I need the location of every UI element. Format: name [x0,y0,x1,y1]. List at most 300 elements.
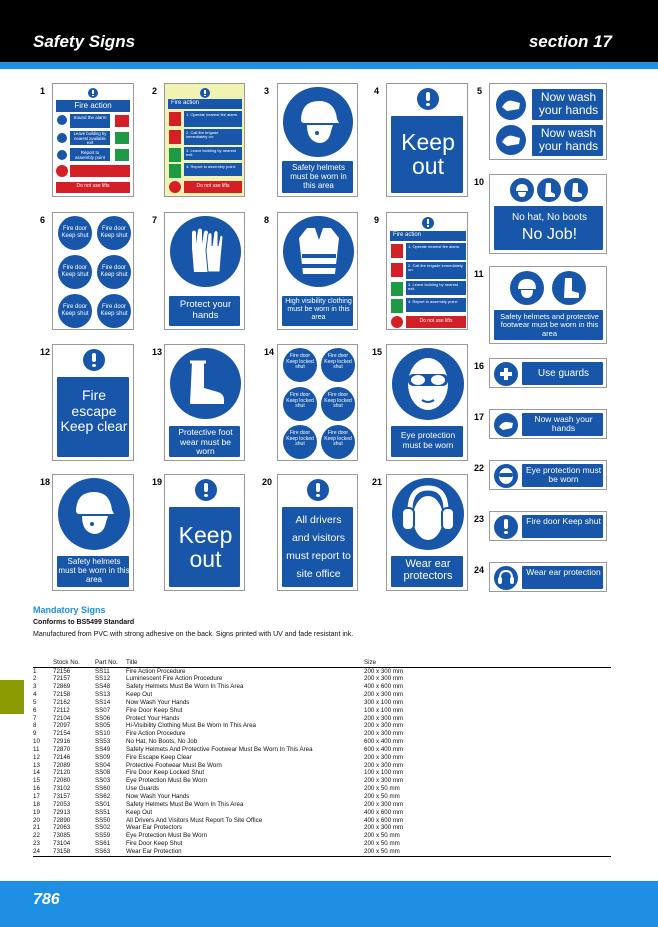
sign-number: 7 [152,215,158,225]
sign-number: 4 [374,86,380,96]
sign-wear-ear-protection-strip [489,562,607,592]
part-number: SS08 [95,769,111,777]
section-side-tab [0,680,24,714]
phone-icon [169,130,181,144]
item-number: 2 [33,675,37,683]
item-size: 200 x 300 mm [364,753,404,761]
part-number: SS51 [95,808,111,816]
page-number: 786 [33,891,60,908]
exclamation-icon [494,515,518,539]
item-size: 200 x 300 mm [364,714,404,722]
item-title: Fire Action Procedure [126,730,186,738]
fire-door-disc: Fire door Keep shut [97,216,131,250]
fire-door-disc: Fire door Keep locked shut [283,387,317,421]
item-title: Keep Out [126,691,153,699]
table-row [33,793,611,801]
item-number: 15 [33,777,40,785]
assembly-icon [391,299,403,313]
sign-fire-door-keep-locked-sheet [277,344,358,461]
hand-wash-icon [496,125,526,155]
item-size: 400 x 600 mm [364,816,404,824]
sign-text-panel [168,425,241,458]
item-size: 600 x 400 mm [364,745,404,753]
boots-icon [170,348,241,419]
item-title: Safety Helmets Must Be Worn In This Area [126,800,244,808]
fire-alarm-icon [115,115,129,127]
sign-wear-ear-protectors [386,474,468,591]
page-title: Safety Signs [33,32,136,51]
stock-number: 72120 [53,769,71,777]
no-lifts-icon [56,165,68,177]
part-number: SS14 [95,698,111,706]
column-header: Stock No. [53,647,95,667]
item-number: 7 [33,714,37,722]
sign-safety-helmets-2 [52,474,134,591]
table-row [33,667,611,675]
stock-number: 72146 [53,753,71,761]
sign-text-panel [531,88,604,121]
sign-caption: Eye protection must be worn [400,430,456,450]
sign-number: 24 [474,565,485,575]
fire-action-step: 1. Operate nearest fire alarm. [406,243,466,260]
sign-number: 12 [40,347,51,357]
sign-protective-footwear [164,344,245,461]
item-size: 400 x 600 mm [364,808,404,816]
item-number: 16 [33,785,40,793]
guard-icon [494,362,518,386]
part-number: SS49 [95,745,111,753]
item-number: 1 [33,667,37,675]
stock-number: 73085 [53,832,71,840]
table-row [33,675,611,683]
sign-caption: Fire escape Keep clear [60,387,128,435]
sign-number: 14 [264,347,275,357]
fire-door-disc: Fire door Keep locked shut [321,387,355,421]
part-number: SS60 [95,785,111,793]
table-row [33,809,611,817]
stock-number: 72097 [53,722,71,730]
sign-number: 20 [262,477,273,487]
sign-number: 3 [264,86,270,96]
stock-number: 72104 [53,714,71,722]
item-title: Safety Helmets And Protective Footwear Must Be Worn In This Area [126,745,313,753]
sign-text-panel [531,124,604,157]
part-number: SS53 [95,738,111,746]
sign-caption: All drivers and visitors must report to site office [286,514,351,580]
alarm-icon [57,115,67,125]
sign-keep-out [386,83,468,197]
sign-use-guards [489,358,607,388]
item-number: 3 [33,683,37,691]
item-size: 200 x 300 mm [364,730,404,738]
stock-number: 73158 [53,848,95,856]
section-label: section 17 [528,32,612,51]
sign-text-panel [390,425,464,458]
sign-fire-door-keep-shut-sheet [52,212,134,330]
fire-door-disc: Fire door Keep shut [58,216,92,250]
stock-number: 72063 [53,824,71,832]
part-number: SS10 [95,730,111,738]
sign-caption: Fire door Keep shut [526,516,601,526]
item-title: Safety Helmets Must Be Worn In This Area [126,683,244,691]
sign-caption: Keep out [401,129,455,180]
item-number: 11 [33,745,40,753]
sign-number: 23 [474,514,485,524]
part-number: SS48 [95,683,111,691]
sign-number: 18 [40,477,51,487]
part-number: SS09 [95,753,111,761]
item-number: 21 [33,824,40,832]
table-row [33,707,611,715]
fire-door-disc: Fire door Keep locked shut [283,425,317,459]
exclamation-icon [422,217,434,229]
table-row [33,832,611,840]
sign-text-panel [521,361,604,386]
item-size: 200 x 300 mm [364,675,404,683]
sign-caption: Now wash your hands [538,90,599,118]
sign-luminescent-fire-action [164,83,245,197]
product-table [33,647,611,857]
table-row [33,801,611,809]
sign-caption: Safety helmets and protective footwear must be worn in this area [500,312,599,338]
sign-text-panel [281,506,354,588]
item-number: 22 [33,832,40,840]
item-title: Hi-Visibility Clothing Must Be Worn In This Area [126,722,256,730]
item-title: Protect Your Hands [126,714,180,722]
exclamation-icon [195,479,217,501]
fire-action-step: Leave building by nearest available exit [70,131,110,145]
product-description: Manufactured from PVC with strong adhesive on the back. Signs printed with UV and fade resistant ink. [33,631,354,638]
item-size: 200 x 300 mm [364,667,404,675]
item-size: 200 x 50 mm [364,832,400,840]
stock-number: 73102 [53,785,71,793]
hand-wash-icon [496,90,526,120]
sign-caption: Now wash your hands [538,126,599,154]
boot-icon [552,271,586,305]
boot-icon [537,178,561,202]
table-row [33,840,611,848]
sign-caption: Protective foot wear must be worn [178,427,233,457]
stock-number: 73157 [53,793,71,800]
table-row [33,746,611,754]
stock-number: 72870 [53,745,71,753]
item-title: Protective Footwear Must Be Worn [126,761,222,769]
section-heading: Mandatory Signs [33,605,106,615]
assembly-icon [169,164,181,178]
sign-number: 16 [474,361,485,371]
page-footer [0,881,658,927]
column-header [33,647,53,667]
standard-note: Conforms to BS5499 Standard [33,619,135,626]
item-title: Fire Action Procedure [126,667,186,675]
sign-fire-action [52,83,134,197]
exclamation-icon [83,349,105,371]
fire-door-disc: Fire door Keep shut [58,294,92,328]
sign-number: 13 [152,347,163,357]
ear-protectors-icon [494,566,518,590]
fire-action-step: 3. Leave building by nearest exit. [406,281,466,295]
sign-now-wash-hands-strip [489,409,607,439]
sign-keep-out-2 [164,474,245,591]
sign-number: 6 [40,215,46,225]
part-number: SS05 [95,722,111,730]
item-title: Fire Door Keep Shut [126,706,183,714]
exclamation-icon [88,88,98,98]
helmet-icon [283,87,353,157]
item-number: 13 [33,761,40,769]
phone-icon [391,263,403,277]
alarm-icon [169,112,181,126]
sign-caption-large: No Job! [521,226,578,243]
fire-action-step: 2. Call fire brigade immediately on: [184,129,242,145]
sign-caption: High visibility clothing must be worn in this area [285,298,352,321]
stock-number: 72157 [53,675,71,683]
table-row [33,683,611,691]
do-not-use-lifts-box [70,165,130,177]
column-header: Part No. [95,647,126,667]
goggles-icon [494,464,518,488]
helmet-icon [510,178,534,202]
exit-icon [57,133,67,143]
sign-text-panel [281,160,354,194]
do-not-use-lifts-bar: Do not use lifts [184,181,242,193]
item-number: 24 [33,848,53,856]
do-not-use-lifts-bar: Do not use lifts [56,182,130,193]
page-header [0,0,658,62]
assembly-point-icon [115,149,129,161]
fire-action-step: Sound the alarm [70,114,110,128]
item-size: 200 x 300 mm [364,691,404,699]
table-row [33,848,611,856]
fire-action-header [56,100,130,112]
sign-text-panel [56,555,130,588]
item-title: Use Guards [126,785,160,793]
item-title: Fire Door Keep Shut [126,840,183,848]
sign-drivers-visitors [277,474,358,591]
assembly-icon [57,150,67,160]
fire-action-title: Fire action [74,101,112,110]
stock-number: 72916 [53,738,71,746]
item-number: 6 [33,706,37,714]
fire-action-step: 1. Operate nearest fire alarm. [184,111,242,127]
item-size: 200 x 300 mm [364,824,404,832]
table-row [33,817,611,825]
item-title: Wear Ear Protectors [126,824,182,832]
item-size: 200 x 300 mm [364,761,404,769]
item-size: 200 x 50 mm [364,793,400,800]
item-number: 20 [33,816,40,824]
column-header: Size [364,647,611,667]
fire-door-disc: Fire door Keep shut [58,255,92,289]
sign-text-panel [56,376,130,458]
item-title: Now Wash Your Hands [126,793,190,800]
item-number: 12 [33,753,40,761]
no-lifts-icon [169,181,181,193]
sign-fire-action-2 [386,212,468,330]
sign-text-panel [281,295,354,327]
sign-eye-protection-strip [489,460,607,490]
exit-icon [169,148,181,162]
item-size: 200 x 300 mm [364,777,404,785]
stock-number: 72080 [53,777,71,785]
table-row [33,730,611,738]
sign-now-wash-hands-double [489,83,607,160]
item-size: 200 x 50 mm [364,840,400,848]
item-size: 300 x 100 mm [364,698,404,706]
sign-fire-door-keep-shut-strip [489,511,607,541]
sign-high-visibility [277,212,358,330]
sign-caption: Eye protection must be worn [525,465,602,484]
sign-safety-helmets [277,83,358,197]
helmet-icon [58,478,130,550]
item-number: 5 [33,698,37,706]
part-number: SS01 [95,800,111,808]
sign-number: 22 [474,463,485,473]
sign-caption: Safety helmets must be worn in this area [58,557,130,584]
stock-number: 72154 [53,730,71,738]
item-number: 17 [33,793,40,800]
part-number: SS50 [95,816,111,824]
item-title: No Hat, No Boots, No Job [126,738,198,746]
item-number: 23 [33,840,40,848]
sign-number: 11 [474,269,484,279]
part-number: SS63 [95,848,126,856]
ear-protectors-icon [392,478,464,550]
exclamation-icon [200,88,210,98]
item-size: 400 x 600 mm [364,683,404,691]
sign-number: 15 [372,347,383,357]
sign-number: 5 [477,86,483,96]
part-number: SS03 [95,777,111,785]
alarm-icon [391,244,403,258]
part-number: SS11 [95,667,110,675]
sign-fire-escape [52,344,134,461]
sign-caption: Wear ear protection [526,567,601,577]
item-number: 8 [33,722,37,730]
sign-text-panel [521,565,604,590]
item-title: Now Wash Your Hands [126,698,190,706]
stock-number: 73104 [53,840,71,848]
sign-number: 19 [152,477,163,487]
sign-number: 17 [474,412,485,422]
stock-number: 72913 [53,808,71,816]
sign-number: 10 [474,177,485,187]
stock-number: 72158 [53,691,71,699]
item-number: 18 [33,800,40,808]
stock-number: 72053 [53,800,71,808]
fire-door-disc: Fire door Keep shut [97,255,131,289]
fire-door-disc: Fire door Keep shut [97,294,131,328]
sign-caption: Safety helmets must be worn in this area [290,163,347,190]
fire-action-header: Fire action [168,99,242,109]
sign-helmets-and-footwear [489,266,607,344]
sign-text-panel [521,514,604,539]
do-not-use-lifts-bar: Do not use lifts [406,316,466,328]
fire-door-disc: Fire door Keep locked shut [321,348,355,382]
header-stripe [0,62,658,69]
sign-text-panel [521,463,604,488]
item-number: 4 [33,691,37,699]
item-size: 600 x 400 mm [364,738,404,746]
hi-vis-vest-icon [283,216,354,287]
item-title: Keep Out [126,808,153,816]
helmet-icon [510,271,544,305]
sign-caption: No hat, No boots [511,212,588,223]
item-size: 200 x 50 mm [364,848,611,856]
sign-number: 21 [372,477,383,487]
sign-text-panel [390,115,464,194]
table-row [33,738,611,746]
sign-number: 9 [374,215,380,225]
exclamation-icon [417,88,439,110]
table-header-row [33,647,611,667]
item-number: 14 [33,769,40,777]
fire-door-disc: Fire door Keep locked shut [283,348,317,382]
exit-icon [391,282,403,296]
fire-action-step: 4. Report to assembly point: [184,163,242,176]
exit-running-man-icon [115,132,129,144]
part-number: SS07 [95,706,111,714]
item-size: 100 x 100 mm [364,769,404,777]
part-number: SS13 [95,691,111,699]
part-number: SS59 [95,832,111,840]
goggles-face-icon [392,348,464,420]
part-number: SS12 [95,675,111,683]
exclamation-icon [307,479,329,501]
fire-door-disc: Fire door Keep locked shut [321,425,355,459]
sign-caption: Use guards [537,368,590,379]
item-title: Wear Ear Protection [126,848,364,856]
item-title: Luminescent Fire Action Procedure [126,675,223,683]
sign-caption: Protect your hands [179,299,232,321]
item-size: 100 x 100 mm [364,706,404,714]
table-row [33,769,611,777]
fire-action-step: 4. Report to assembly point: [406,298,466,312]
sign-text-panel [521,412,604,437]
stock-number: 72112 [53,706,70,714]
sign-text-panel [493,205,604,251]
table-row [33,785,611,793]
table-row [33,722,611,730]
sign-number: 8 [264,215,270,225]
item-size: 200 x 300 mm [364,722,404,730]
stock-number: 72890 [53,816,71,824]
item-number: 10 [33,738,40,746]
item-number: 19 [33,808,40,816]
item-title: Eye Protection Must Be Worn [126,777,208,785]
fire-action-header: Fire action [390,231,466,241]
sign-caption: Keep out [178,522,233,573]
stock-number: 72162 [53,698,71,706]
item-size: 200 x 300 mm [364,800,404,808]
sign-text-panel [390,555,464,588]
column-header: Title [126,647,364,667]
gloves-icon [170,216,241,287]
table-row [33,762,611,770]
table-row [33,754,611,762]
table-row [33,691,611,699]
item-title: All Drivers And Visitors Must Report To Site Office [126,816,263,824]
table-row [33,715,611,723]
item-title: Eye Protection Must Be Worn [126,832,208,840]
part-number: SS04 [95,761,111,769]
sign-number: 1 [40,86,46,96]
stock-number: 72089 [53,761,71,769]
no-lifts-icon [391,316,403,328]
sign-text-panel [168,295,241,327]
sign-caption: Wear ear protectors [403,558,453,583]
part-number: SS61 [95,840,111,848]
